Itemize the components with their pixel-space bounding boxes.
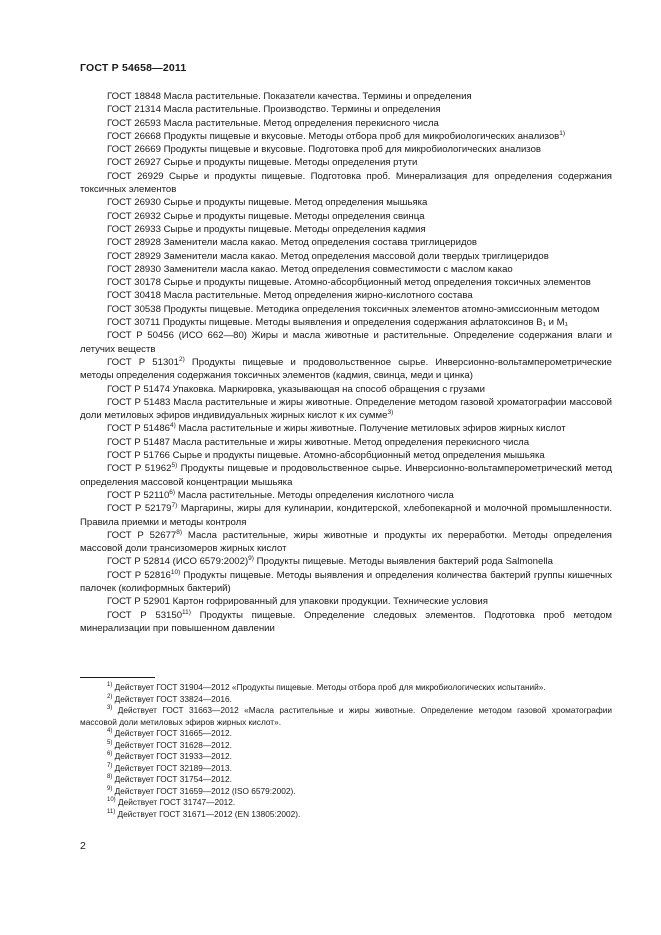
footnote-marker: 4) (107, 728, 113, 735)
footnote (80, 740, 612, 752)
footnote-marker: 9) (107, 785, 113, 792)
footnote-marker: 3) (387, 408, 394, 416)
reference-entry (80, 289, 612, 302)
reference-entry (80, 263, 612, 276)
footnote (80, 797, 612, 809)
reference-entry (80, 210, 612, 223)
reference-text: ГОСТ 26669 Продукты пищевые и вкусовые. Подготовка проб для микробиологических анализов (107, 144, 542, 156)
reference-entry (80, 103, 612, 116)
reference-text: ГОСТ 30418 Масла растительные. Метод определения жирно-кислотного состава (107, 290, 473, 302)
reference-text: Продукты пищевые. Определение следовых элементов. Подготовка проб методом минерализации при повышенном давлении (80, 609, 612, 634)
reference-entry (80, 117, 612, 130)
reference-text: ГОСТ Р 52814 (ИСО 6579:2002) (107, 556, 249, 568)
reference-text: ГОСТ 30538 Продукты пищевые. Методика определения токсичных элементов атомно-эмиссионным методом (107, 303, 600, 315)
footnote (80, 751, 612, 763)
reference-text: Действует ГОСТ 31665—2012. (112, 728, 232, 738)
footnote-marker: 1) (559, 129, 566, 137)
reference-entry (80, 90, 612, 103)
footnote-marker: 10) (170, 568, 181, 576)
footnote-marker: 9) (248, 555, 254, 563)
footnote-marker: 1) (107, 682, 113, 689)
reference-entry (80, 462, 612, 489)
reference-text: ГОСТ 28930 Заменители масла какао. Метод определения совместимости с маслом какао (107, 263, 513, 275)
references-list (80, 90, 612, 635)
reference-entry (80, 356, 612, 383)
reference-text: Продукты пищевые и продовольственное сырье. Инверсионно-вольтамперометрический метод определения массовой концентрации мышьяка (80, 463, 612, 488)
reference-text: Продукты пищевые. Методы выявления бактерий рода Salmonella (253, 556, 553, 568)
footnote (80, 705, 612, 728)
footnote-marker: 5) (107, 739, 113, 746)
footnote-marker: 7) (107, 762, 113, 769)
reference-entry (80, 396, 612, 423)
reference-text: ГОСТ 18848 Масла растительные. Показатели качества. Термины и определения (107, 91, 472, 102)
footnote-marker: 11) (182, 608, 191, 616)
footnote (80, 774, 612, 786)
reference-text: Действует ГОСТ 31933—2012. (112, 751, 232, 761)
footnotes-list (80, 682, 612, 820)
reference-text: ГОСТ Р 51766 Сырье и продукты пищевые. Атомно-абсорбционный метод определения мышьяка (107, 450, 545, 462)
reference-entry (80, 329, 612, 356)
reference-text: Действует ГОСТ 31671—2012 (EN 13805:2002). (115, 808, 301, 819)
page-number: 2 (80, 840, 86, 852)
reference-entry (80, 250, 612, 263)
reference-text: ГОСТ 26668 Продукты пищевые и вкусовые. Методы отбора проб для микробиологических анализов (107, 130, 560, 142)
reference-text: ГОСТ 28929 Заменители масла какао. Метод определения массовой доли твердых триглицеридов (107, 250, 549, 262)
footnote (80, 809, 612, 821)
reference-entry (80, 449, 612, 462)
reference-text: ГОСТ Р 51487 Масла растительные и жиры животные. Метод определения перекисного числа (107, 436, 530, 448)
reference-text: ГОСТ Р 53150 (107, 609, 183, 621)
reference-entry (80, 170, 612, 197)
footnote (80, 763, 612, 775)
reference-text: ГОСТ Р 51483 Масла растительные и жиры животные. Определение методом газовой хроматографии массовой доли метиловых эфиров индивидуальных жирных кислот к их сумме (80, 396, 612, 422)
reference-entry (80, 196, 612, 209)
reference-entry (80, 436, 612, 449)
reference-text: Продукты пищевые. Методы выявления и определения количества бактерий группы кишечных палочек (колиформных бактерий) (80, 569, 613, 594)
reference-text: ГОСТ Р 52816 (107, 569, 171, 581)
footnote-marker: 2) (107, 693, 113, 700)
reference-text: Масла растительные, жиры животные и продукты их переработки. Методы определения массовой доли трансизомеров жирных кислот (80, 529, 612, 555)
reference-entry (80, 529, 612, 556)
footnote-marker: 2) (178, 355, 185, 363)
reference-text: ГОСТ 26933 Сырье и продукты пищевые. Методы определения кадмия (107, 223, 426, 235)
reference-entry (80, 555, 612, 568)
reference-text: ГОСТ Р 51474 Упаковка. Маркировка, указывающая на способ обращения с грузами (107, 383, 486, 395)
reference-text: Действует ГОСТ 33824—2016. (112, 693, 232, 704)
footnote (80, 786, 612, 798)
reference-entry (80, 383, 612, 396)
reference-text: Действует ГОСТ 31663—2012 «Масла растительные и жиры животные. Определение методом газовой хроматографии массовой доли метиловых эфиров жирных кислот». (80, 705, 612, 727)
reference-entry (80, 422, 612, 435)
reference-text: ГОСТ Р 52901 Картон гофрированный для упаковки продукции. Технические условия (107, 596, 488, 608)
reference-entry (80, 609, 612, 636)
footnote (80, 694, 612, 706)
reference-text: Действует ГОСТ 31754—2012. (112, 774, 232, 784)
footnote (80, 682, 612, 694)
reference-text: ГОСТ 21314 Масла растительные. Производство. Термины и определения (107, 104, 441, 116)
reference-text: ГОСТ 26927 Сырье и продукты пищевые. Методы определения ртути (107, 157, 418, 169)
footnote-marker: 10) (107, 797, 116, 804)
reference-entry (80, 223, 612, 236)
reference-entry (80, 276, 612, 289)
reference-entry (80, 236, 612, 249)
footnote-marker: 11) (107, 808, 116, 815)
reference-text: ГОСТ 26932 Сырье и продукты пищевые. Методы определения свинца (107, 210, 425, 222)
reference-text: Продукты пищевые и продовольственное сырье. Инверсионно-вольтамперометрические методы определения содержания токсичных элементов (кадмия, свинца, меди и цинка) (80, 356, 612, 382)
reference-entry (80, 489, 612, 502)
reference-text: Действует ГОСТ 31628—2012. (112, 739, 232, 750)
reference-entry (80, 303, 612, 316)
reference-text: Действует ГОСТ 32189—2013. (112, 762, 232, 773)
reference-text: Маргарины, жиры для кулинарии, кондитерской, хлебопекарной и молочной промышленности. Правила приемки и методы контроля (80, 503, 612, 528)
footnote-marker: 7) (171, 502, 178, 510)
footnote-marker: 6) (169, 488, 176, 496)
reference-text: Действует ГОСТ 31747—2012. (115, 797, 236, 807)
reference-text: ГОСТ Р 52677 (107, 529, 177, 541)
reference-entry (80, 595, 612, 608)
reference-text: ГОСТ Р 51486 (107, 423, 170, 435)
footnote-marker: 6) (107, 751, 113, 758)
reference-entry (80, 316, 612, 329)
reference-entry (80, 502, 612, 529)
footnote-marker: 4) (170, 422, 176, 430)
reference-text: ГОСТ 26929 Сырье и продукты пищевые. Подготовка проб. Минерализация для определения содержания токсичных элементов (80, 170, 612, 196)
footnote-marker: 3) (107, 705, 113, 712)
reference-entry (80, 156, 612, 169)
footnote-marker: 8) (176, 528, 183, 536)
reference-text: ГОСТ 26930 Сырье и продукты пищевые. Метод определения мышьяка (107, 197, 428, 209)
reference-entry (80, 143, 612, 156)
reference-text: Масла растительные. Методы определения кислотного числа (175, 489, 454, 501)
footnote-marker: 5) (171, 462, 178, 470)
reference-text: ГОСТ Р 51301 (107, 356, 179, 368)
document-header: ГОСТ Р 54658—2011 (80, 62, 187, 74)
reference-text: Действует ГОСТ 31659—2012 (ISO 6579:2002). (112, 785, 296, 796)
reference-entry (80, 130, 612, 143)
footnote-separator (80, 677, 155, 678)
reference-text: ГОСТ 26593 Масла растительные. Метод определения перекисного числа (107, 117, 439, 129)
reference-text: ГОСТ 28928 Заменители масла какао. Метод определения состава триглицеридов (107, 237, 477, 249)
reference-text: ГОСТ Р 52110 (107, 489, 170, 501)
reference-text: Действует ГОСТ 31904—2012 «Продукты пищевые. Методы отбора проб для микробиологических испытаний». (112, 682, 546, 692)
footnote (80, 728, 612, 740)
reference-text: Масла растительные и жиры животные. Получение метиловых эфиров жирных кислот (175, 423, 566, 435)
reference-text: ГОСТ Р 52179 (107, 503, 172, 515)
reference-text: ГОСТ Р 51962 (107, 463, 172, 475)
reference-text: ГОСТ Р 50456 (ИСО 662—80) Жиры и масла животные и растительные. Определение содержания влаги и летучих веществ (80, 330, 612, 355)
reference-entry (80, 569, 612, 596)
reference-text: ГОСТ 30178 Сырье и продукты пищевые. Атомно-абсорбционный метод определения токсичных элементов (107, 277, 591, 289)
reference-text: ГОСТ 30711 Продукты пищевые. Методы выявления и определения содержания афлатоксинов B₁ и M₁ (107, 317, 568, 329)
footnote-marker: 8) (107, 774, 113, 781)
